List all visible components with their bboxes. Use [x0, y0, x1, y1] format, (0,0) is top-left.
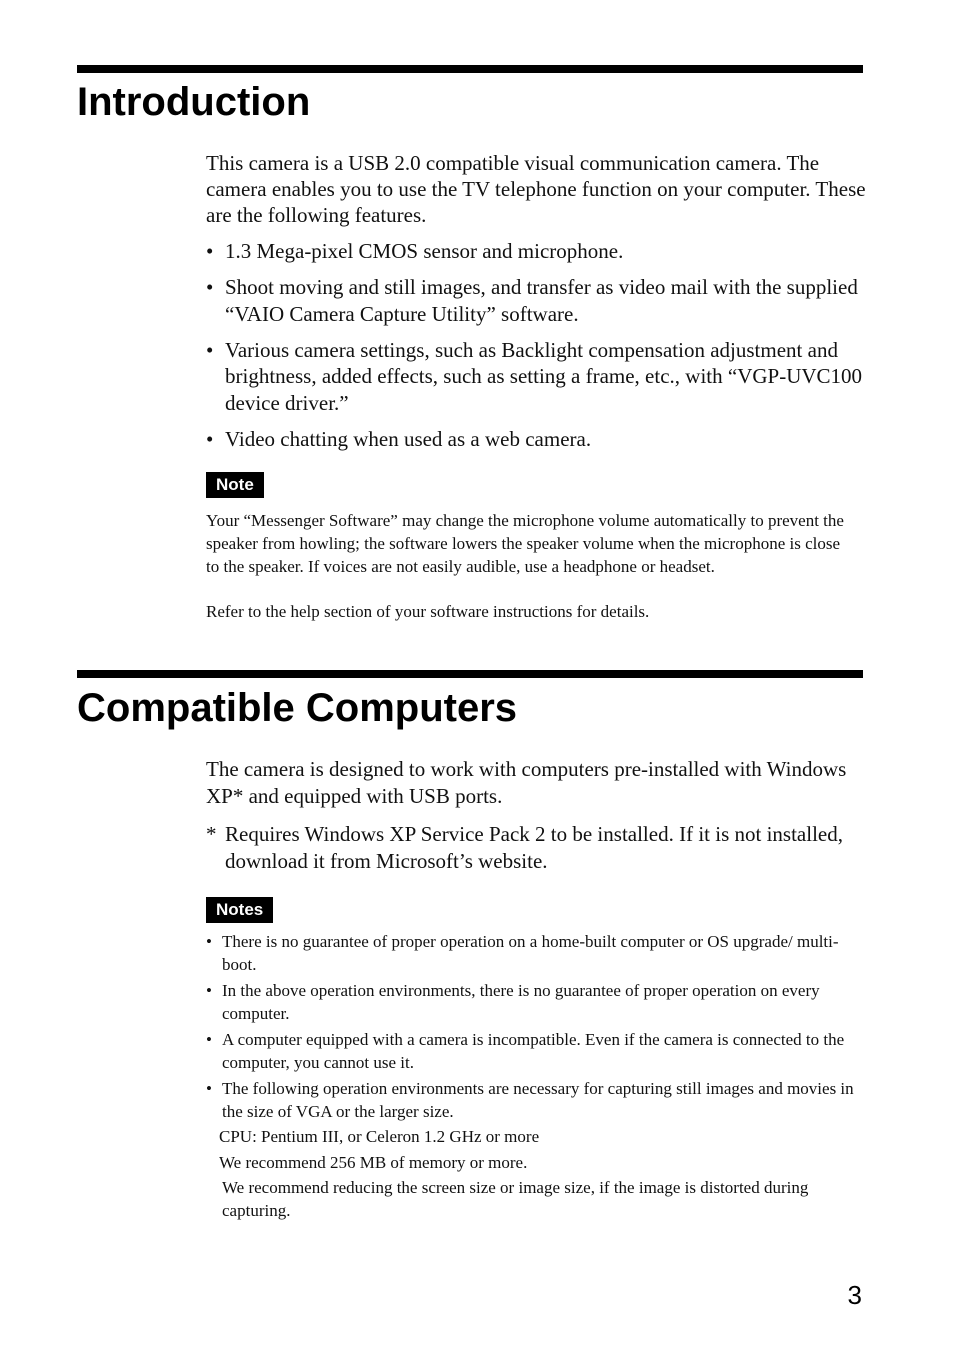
list-item [206, 426, 866, 453]
feature-text: Various camera settings, such as Backlight compensation adjustment and brightness, added effects, such as setting a frame, etc., with “VGP-UVC100 device driver.” [225, 337, 863, 415]
feature-text: Shoot moving and still images, and transfer as video mail with the supplied “VAIO Camera Capture Utility” software. [225, 275, 858, 326]
list-item [206, 1077, 866, 1123]
list-item [206, 821, 866, 875]
footnote [206, 821, 866, 885]
note-text: Your “Messenger Software” may change the microphone volume automatically to prevent the speaker from howling; the software lowers the speaker volume when the microphone is close to the speaker. If voices are not easily audible, use a headphone or headset. [206, 511, 844, 576]
bullet-icon: • [206, 981, 212, 1000]
bullet-icon: • [206, 239, 214, 263]
list-item [206, 238, 866, 265]
section-rule-compatible [77, 670, 863, 678]
notes-label: Notes [206, 897, 273, 923]
feature-list [206, 238, 866, 462]
list-item [206, 1028, 866, 1074]
section-title-compatible: Compatible Computers [77, 686, 518, 730]
requirement-screen: We recommend reducing the screen size or image size, if the image is distorted during capturing. [222, 1178, 809, 1220]
section-title-introduction: Introduction [77, 80, 311, 124]
asterisk-icon: * [206, 822, 217, 846]
note-label: Note [206, 472, 264, 498]
note-item-text: A computer equipped with a camera is incompatible. Even if the camera is connected to the computer, you cannot use it. [222, 1030, 845, 1072]
section-rule-introduction [77, 65, 863, 73]
notes-list [206, 930, 866, 1126]
note-item-text: There is no guarantee of proper operation on a home-built computer or OS upgrade/ multi-boot. [222, 932, 839, 974]
list-item [206, 274, 866, 327]
list-item [206, 337, 866, 417]
note-item-text: The following operation environments are necessary for capturing still images and movies in the size of VGA or the larger size. [222, 1079, 854, 1121]
list-item [206, 930, 866, 976]
list-item [206, 979, 866, 1025]
feature-text: Video chatting when used as a web camera. [225, 426, 592, 451]
intro-paragraph: This camera is a USB 2.0 compatible visual communication camera. The camera enables you to use the TV telephone function on your computer. These are the following features. [206, 151, 866, 227]
bullet-icon: • [206, 1079, 212, 1098]
feature-text: 1.3 Mega-pixel CMOS sensor and microphone. [225, 239, 624, 263]
requirement-memory: We recommend 256 MB of memory or more. [219, 1153, 528, 1172]
bullet-icon: • [206, 932, 212, 951]
bullet-icon: • [206, 426, 214, 451]
bullet-icon: • [206, 1030, 212, 1049]
bullet-icon: • [206, 275, 214, 299]
note-text-details: Refer to the help section of your software instructions for details. [206, 602, 650, 621]
bullet-icon: • [206, 337, 214, 362]
compatible-paragraph: The camera is designed to work with computers pre-installed with Windows XP* and equipped with USB ports. [206, 757, 847, 808]
page-number: 3 [847, 1280, 862, 1310]
footnote-text: Requires Windows XP Service Pack 2 to be installed. If it is not installed, download it from Microsoft’s website. [225, 822, 843, 873]
requirement-cpu: CPU: Pentium III, or Celeron 1.2 GHz or more [219, 1127, 540, 1146]
note-item-text: In the above operation environments, there is no guarantee of proper operation on every computer. [222, 981, 820, 1023]
